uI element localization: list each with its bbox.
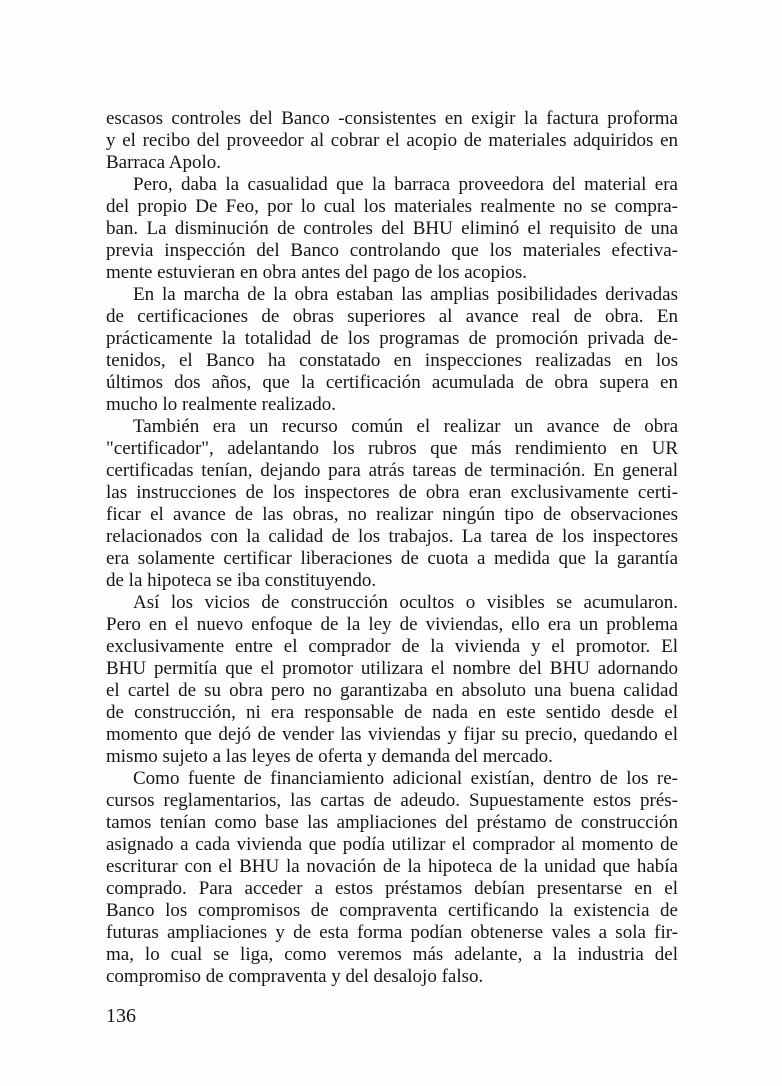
text-line: momento que dejó de vender las viviendas y fijar su precio, quedando el bbox=[106, 724, 678, 745]
text-line: era solamente certificar liberaciones de cuota a medida que la garantía bbox=[106, 548, 678, 569]
text-line: escasos controles del Banco -consistentes en exigir la factura proforma bbox=[106, 108, 678, 129]
text-line: previa inspección del Banco controlando que los materiales efectiva- bbox=[106, 240, 678, 261]
text-line: Barraca Apolo. bbox=[106, 152, 222, 173]
text-line: mente estuvieran en obra antes del pago de los acopios. bbox=[106, 262, 528, 283]
text-line: comprado. Para acceder a estos préstamos debían presentarse en el bbox=[106, 878, 678, 899]
text-line: mucho lo realmente realizado. bbox=[106, 394, 337, 415]
text-line: últimos dos años, que la certificación acumulada de obra supera en bbox=[106, 372, 678, 393]
text-line: tamos tenían como base las ampliaciones del préstamo de construcción bbox=[106, 812, 678, 833]
text-line: Pero en el nuevo enfoque de la ley de viviendas, ello era un problema bbox=[106, 614, 678, 635]
text-line: ma, lo cual se liga, como veremos más adelante, a la industria del bbox=[106, 944, 678, 965]
text-line: y el recibo del proveedor al cobrar el acopio de materiales adquiridos en bbox=[106, 130, 678, 151]
text-line: las instrucciones de los inspectores de obra eran exclusivamente certi- bbox=[106, 482, 678, 503]
text-line: cursos reglamentarios, las cartas de adeudo. Supuestamente estos prés- bbox=[106, 790, 678, 811]
text-line: de construcción, ni era responsable de nada en este sentido desde el bbox=[106, 702, 678, 723]
paragraph bbox=[106, 768, 678, 988]
text-line: mismo sujeto a las leyes de oferta y demanda del mercado. bbox=[106, 746, 553, 767]
text-line: ficar el avance de las obras, no realizar ningún tipo de observaciones bbox=[106, 504, 678, 525]
paragraph bbox=[106, 174, 678, 284]
text-line: tenidos, el Banco ha constatado en inspecciones realizadas en los bbox=[106, 350, 678, 371]
page-number: 136 bbox=[106, 1005, 136, 1027]
text-line: relacionados con la calidad de los trabajos. La tarea de los inspectores bbox=[106, 526, 678, 547]
text-line: Así los vicios de construcción ocultos o visibles se acumularon. bbox=[133, 592, 678, 613]
text-line: ban. La disminución de controles del BHU eliminó el requisito de una bbox=[106, 218, 678, 239]
text-line: de la hipoteca se iba constituyendo. bbox=[106, 570, 377, 591]
text-line: prácticamente la totalidad de los programas de promoción privada de- bbox=[106, 328, 678, 349]
text-line: de certificaciones de obras superiores al avance real de obra. En bbox=[106, 306, 678, 327]
text-line: certificadas tenían, dejando para atrás tareas de terminación. En general bbox=[106, 460, 678, 481]
text-line: En la marcha de la obra estaban las amplias posibilidades derivadas bbox=[133, 284, 678, 305]
text-line: exclusivamente entre el comprador de la vivienda y el promotor. El bbox=[106, 636, 678, 657]
paragraph bbox=[106, 416, 678, 592]
text-line: También era un recurso común el realizar un avance de obra bbox=[133, 416, 678, 437]
paragraph bbox=[106, 592, 678, 768]
text-line: el cartel de su obra pero no garantizaba en absoluto una buena calidad bbox=[106, 680, 678, 701]
text-line: compromiso de compraventa y del desalojo falso. bbox=[106, 966, 484, 987]
paragraph bbox=[106, 284, 678, 416]
text-line: asignado a cada vivienda que podía utilizar el comprador al momento de bbox=[106, 834, 678, 855]
text-line: Banco los compromisos de compraventa certificando la existencia de bbox=[106, 900, 678, 921]
text-line: Pero, daba la casualidad que la barraca proveedora del material era bbox=[133, 174, 678, 195]
text-line: escriturar con el BHU la novación de la hipoteca de la unidad que había bbox=[106, 856, 678, 877]
text-line: del propio De Feo, por lo cual los materiales realmente no se compra- bbox=[106, 196, 678, 217]
paragraph bbox=[106, 108, 678, 174]
text-line: futuras ampliaciones y de esta forma podían obtenerse vales a sola fir- bbox=[106, 922, 678, 943]
text-line: Como fuente de financiamiento adicional existían, dentro de los re- bbox=[133, 768, 678, 789]
text-line: BHU permitía que el promotor utilizara el nombre del BHU adornando bbox=[106, 658, 678, 679]
text-line: "certificador", adelantando los rubros que más rendimiento en UR bbox=[106, 438, 678, 459]
text-block bbox=[106, 108, 678, 988]
